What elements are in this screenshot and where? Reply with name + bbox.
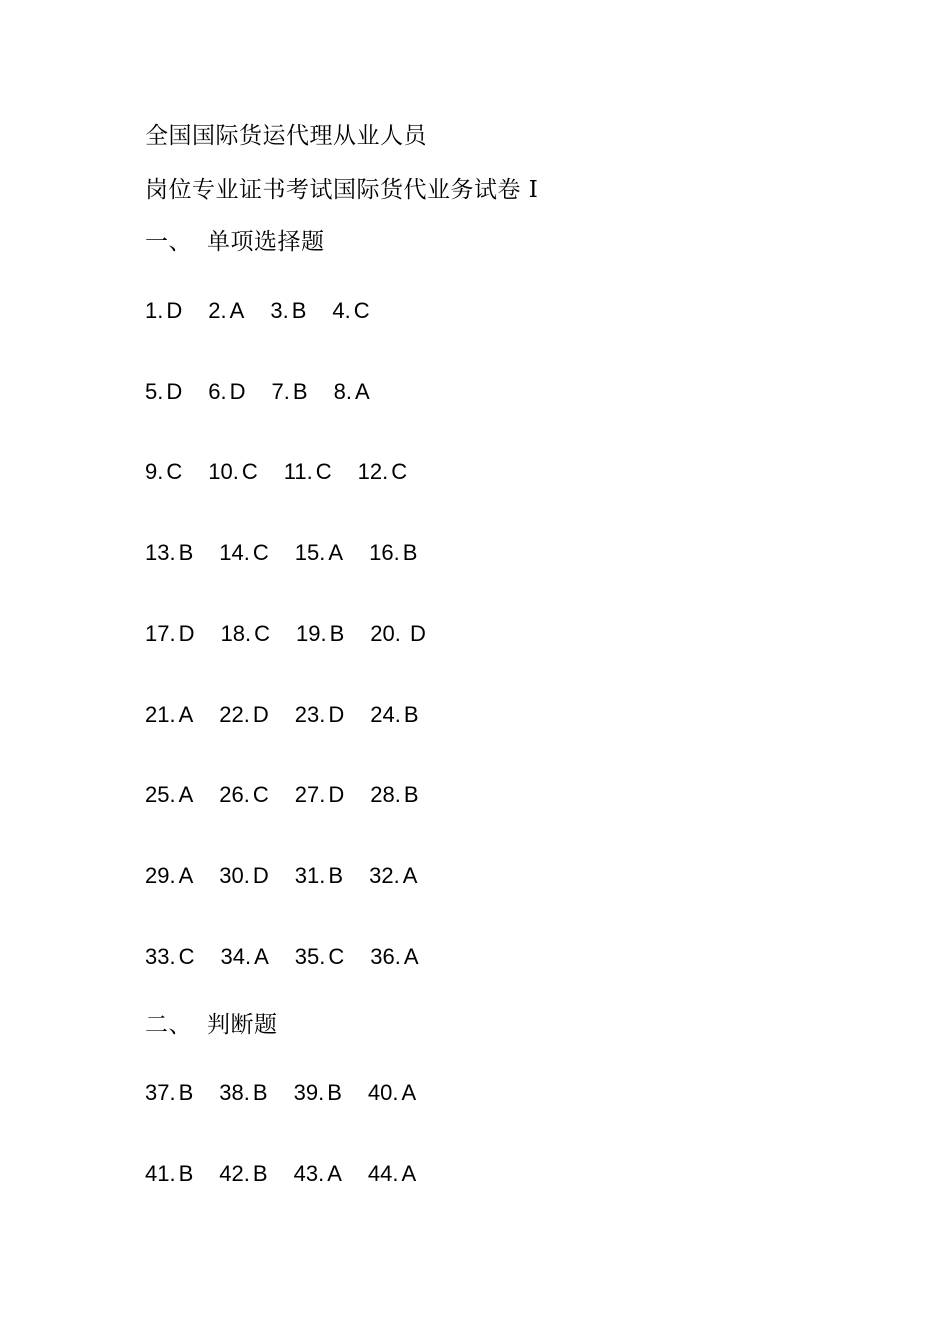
answer-item: 28. B xyxy=(370,782,419,807)
answer-row xyxy=(145,942,445,972)
question-number: 25 xyxy=(145,782,170,807)
question-number: 6 xyxy=(208,379,221,404)
section-number: 二、 xyxy=(145,1012,192,1038)
answer-item: 10. C xyxy=(208,459,258,484)
answer-item: 14. C xyxy=(219,540,269,565)
answer-row xyxy=(145,1159,442,1189)
question-number: 20 xyxy=(370,621,395,646)
answer-letter: D xyxy=(229,379,246,404)
answer-letter: A xyxy=(178,702,194,727)
answer-letter: D xyxy=(166,379,183,404)
answer-row xyxy=(145,457,433,487)
answer-letter: A xyxy=(328,540,344,565)
answer-item: 6. D xyxy=(208,379,246,404)
answer-letter: C xyxy=(178,944,195,969)
answer-item: 5. D xyxy=(145,379,183,404)
answer-letter: A xyxy=(327,1161,342,1186)
answer-letter: C xyxy=(252,540,269,565)
question-number: 27 xyxy=(294,782,320,807)
answer-item: 19. B xyxy=(296,621,345,646)
answer-letter: B xyxy=(252,1080,268,1105)
question-number: 8 xyxy=(333,379,346,404)
answer-item: 37. B xyxy=(145,1080,194,1105)
question-number: 3 xyxy=(270,298,283,323)
answer-letter: C xyxy=(254,621,270,646)
answer-letter: C xyxy=(315,459,332,484)
answer-letter: C xyxy=(252,782,269,807)
answer-row xyxy=(145,538,443,568)
answer-letter: A xyxy=(403,944,419,969)
question-number: 9 xyxy=(145,459,158,484)
question-number: 13 xyxy=(145,540,170,565)
answer-letter: B xyxy=(402,540,418,565)
answer-letter: A xyxy=(178,782,194,807)
answer-item: 22. D xyxy=(219,702,269,727)
answer-item: 27. D xyxy=(294,782,345,807)
answer-letter: B xyxy=(178,1080,194,1105)
answer-item: 33. C xyxy=(145,944,195,969)
answer-item: 32. A xyxy=(369,863,418,888)
answer-row xyxy=(145,296,396,326)
answer-letter: A xyxy=(401,1161,417,1186)
answer-item: 26. C xyxy=(219,782,269,807)
answer-letter: D xyxy=(328,782,345,807)
answer-letter: D xyxy=(410,621,426,646)
question-number: 21 xyxy=(145,702,170,727)
question-number: 14 xyxy=(219,540,244,565)
answer-item: 25. A xyxy=(145,782,194,807)
answer-item: 9. C xyxy=(145,459,183,484)
answer-row xyxy=(145,780,445,810)
answer-letter: C xyxy=(391,459,408,484)
answer-item: 35. C xyxy=(294,944,345,969)
answer-letter: B xyxy=(292,379,308,404)
answer-letter: B xyxy=(178,540,194,565)
answer-item: 8. A xyxy=(333,379,370,404)
answer-letter: D xyxy=(328,702,345,727)
answer-item: 24. B xyxy=(370,702,419,727)
question-number: 37 xyxy=(145,1080,170,1105)
answer-item: 38. B xyxy=(219,1080,268,1105)
answer-letter: A xyxy=(402,863,418,888)
answer-letter: C xyxy=(353,298,370,323)
question-number: 12 xyxy=(357,459,383,484)
section-title: 判断题 xyxy=(207,1012,278,1038)
answer-row xyxy=(145,1078,442,1108)
answer-item: 18. C xyxy=(220,621,270,646)
title-line-1: 全国国际货运代理从业人员 xyxy=(145,123,427,149)
question-number: 34 xyxy=(220,944,245,969)
answer-letter: A xyxy=(254,944,269,969)
question-number: 5 xyxy=(145,379,158,404)
question-number: 1 xyxy=(145,298,158,323)
answer-item: 15. A xyxy=(294,540,344,565)
answer-letter: B xyxy=(252,1161,268,1186)
section-heading xyxy=(145,227,325,257)
answer-item: 34. A xyxy=(220,944,269,969)
answer-item: 20. D xyxy=(370,621,426,646)
answer-letter: A xyxy=(178,863,194,888)
section-heading xyxy=(145,1010,278,1040)
answer-letter: D xyxy=(252,702,269,727)
answer-item: 17. D xyxy=(145,621,195,646)
question-number: 29 xyxy=(145,863,170,888)
answer-item: 29. A xyxy=(145,863,194,888)
question-number: 15 xyxy=(294,540,320,565)
question-number: 28 xyxy=(370,782,395,807)
question-number: 39 xyxy=(293,1080,319,1105)
answer-letter: C xyxy=(328,944,345,969)
answer-letter: B xyxy=(178,1161,194,1186)
answer-item: 13. B xyxy=(145,540,194,565)
answer-letter: D xyxy=(252,863,269,888)
answer-row xyxy=(145,377,396,407)
question-number: 17 xyxy=(145,621,170,646)
answer-item: 40. A xyxy=(367,1080,417,1105)
answer-item: 44. A xyxy=(367,1161,417,1186)
answer-item: 12. C xyxy=(357,459,408,484)
question-number: 35 xyxy=(294,944,320,969)
answer-letter: B xyxy=(403,782,419,807)
section-number: 一、 xyxy=(145,229,192,255)
question-number: 19 xyxy=(296,621,321,646)
answer-row xyxy=(145,619,452,649)
answer-letter: B xyxy=(403,702,419,727)
answer-row xyxy=(145,861,443,891)
question-number: 31 xyxy=(294,863,320,888)
question-number: 26 xyxy=(219,782,244,807)
question-number: 4 xyxy=(332,298,345,323)
answer-letter: A xyxy=(401,1080,417,1105)
question-number: 10 xyxy=(208,459,233,484)
answer-item: 41. B xyxy=(145,1161,194,1186)
answer-item: 1. D xyxy=(145,298,183,323)
answer-item: 42. B xyxy=(219,1161,268,1186)
answer-item: 31. B xyxy=(294,863,344,888)
answer-letter: B xyxy=(329,621,345,646)
answer-row xyxy=(145,700,445,730)
answer-item: 30. D xyxy=(219,863,269,888)
question-number: 22 xyxy=(219,702,244,727)
title-line-2: 岗位专业证书考试国际货代业务试卷 I xyxy=(145,177,539,203)
answer-letter: D xyxy=(178,621,195,646)
question-number: 24 xyxy=(370,702,395,727)
answer-item: 16. B xyxy=(369,540,418,565)
question-number: 41 xyxy=(145,1161,170,1186)
question-number: 2 xyxy=(208,298,221,323)
answer-letter: A xyxy=(354,379,370,404)
answer-item: 2. A xyxy=(208,298,245,323)
answer-item: 43. A xyxy=(293,1161,342,1186)
question-number: 33 xyxy=(145,944,170,969)
answer-item: 36. A xyxy=(370,944,419,969)
answer-item: 21. A xyxy=(145,702,194,727)
answer-item: 11. C xyxy=(283,459,332,484)
question-number: 32 xyxy=(369,863,394,888)
question-number: 43 xyxy=(293,1161,319,1186)
section-title: 单项选择题 xyxy=(207,229,325,255)
question-number: 18 xyxy=(220,621,245,646)
answer-letter: B xyxy=(327,1080,342,1105)
answer-letter: B xyxy=(291,298,307,323)
question-number: 42 xyxy=(219,1161,244,1186)
question-number: 7 xyxy=(271,379,284,404)
answer-item: 3. B xyxy=(270,298,307,323)
question-number: 40 xyxy=(367,1080,393,1105)
question-number: 36 xyxy=(370,944,395,969)
answer-item: 4. C xyxy=(332,298,370,323)
answer-item: 7. B xyxy=(271,379,308,404)
question-number: 44 xyxy=(367,1161,393,1186)
question-number: 16 xyxy=(369,540,394,565)
question-number: 30 xyxy=(219,863,244,888)
answer-letter: C xyxy=(241,459,258,484)
answer-letter: D xyxy=(166,298,183,323)
answer-letter: B xyxy=(328,863,344,888)
answer-item: 23. D xyxy=(294,702,345,727)
question-number: 23 xyxy=(294,702,320,727)
question-number: 11 xyxy=(283,459,307,484)
answer-item: 39. B xyxy=(293,1080,342,1105)
question-number: 38 xyxy=(219,1080,244,1105)
answer-letter: C xyxy=(166,459,183,484)
answer-letter: A xyxy=(229,298,245,323)
